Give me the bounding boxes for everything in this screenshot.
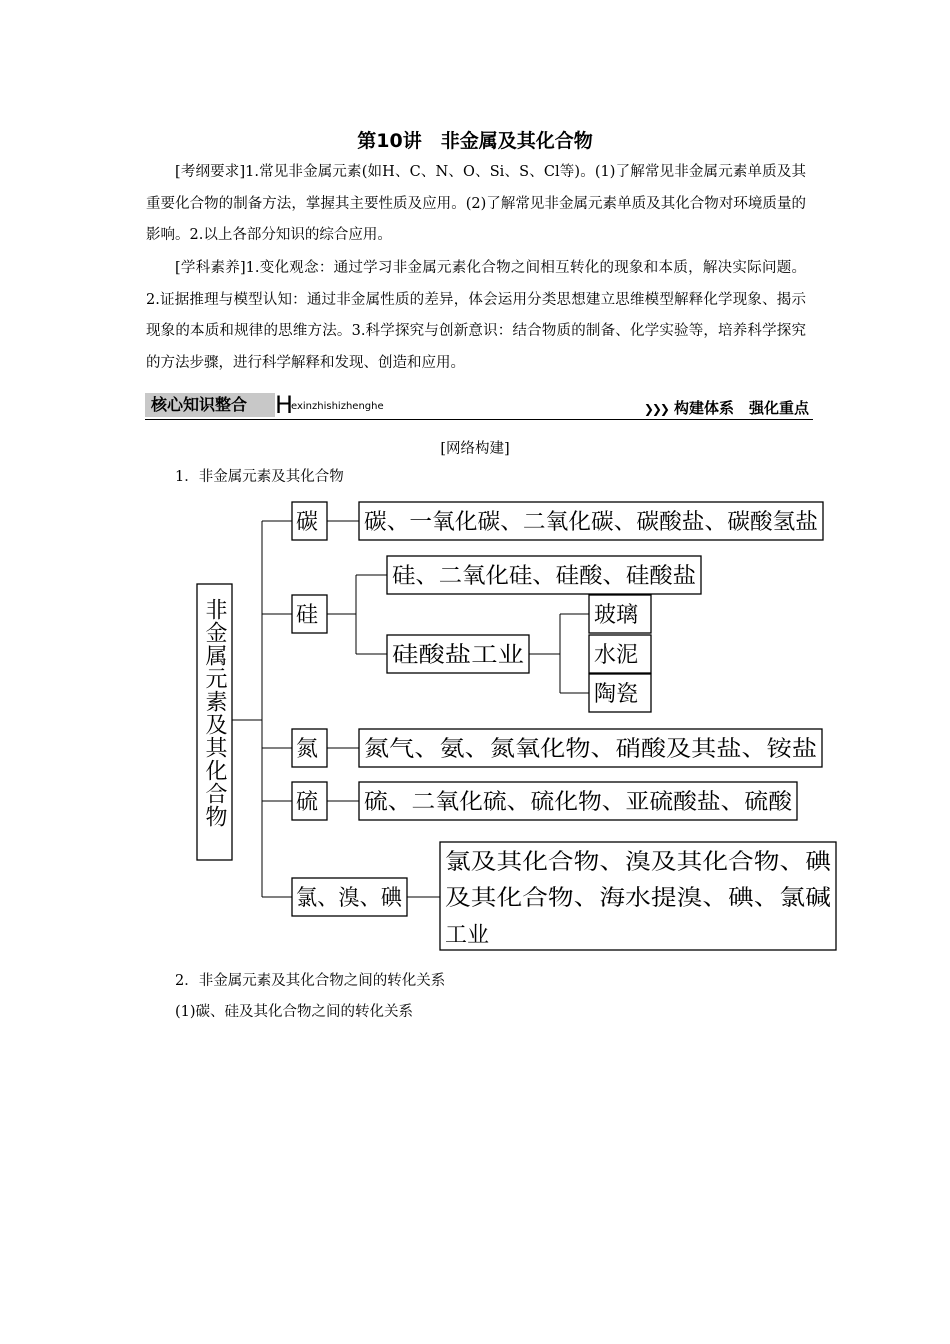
- halogen-label: 氯、溴、碘: [296, 886, 403, 911]
- halogen-items-line-3: 工业: [445, 923, 490, 948]
- silicon-label: 硅: [296, 603, 319, 628]
- heading-3: (1)碳、硅及其化合物之间的转化关系: [175, 1004, 414, 1020]
- network-label: [网络构建]: [440, 441, 510, 457]
- sulfur-items: 硫、二氧化硫、硫化物、亚硫酸盐、硫酸: [364, 790, 794, 815]
- requirements-paragraph: [考纲要求]1.常见非金属元素(如H、C、N、O、Si、S、Cl等)。(1)了解常见非金属元素单质及其重要化合物的制备方法，掌握其主要性质及应用。(2)了解常见非金属元素单质及其化合物对环境质量的影响。2.以上各部分知识的综合应用。: [146, 164, 806, 243]
- sulfur-label: 硫: [296, 790, 319, 815]
- ceramic-label: 陶瓷: [594, 682, 639, 707]
- nitrogen-label: 氮: [296, 737, 319, 762]
- carbon-items: 碳、一氧化碳、二氧化碳、碳酸盐、碳酸氢盐: [364, 510, 818, 535]
- banner-letter: H: [275, 391, 294, 419]
- nitrogen-items: 氮气、氨、氮氧化物、硝酸及其盐、铵盐: [364, 737, 817, 762]
- halogen-items-line-1: 氯及其化合物、溴及其化合物、碘: [445, 850, 833, 875]
- literacy-paragraph: [学科素养]1.变化观念：通过学习非金属元素化合物之间相互转化的现象和本质，解决实际问题。2.证据推理与模型认知：通过非金属性质的差异，体会运用分类思想建立思维模型解释化学现象、揭示现象的本质和规律的思维方法。3.科学探究与创新意识：结合物质的制备、化学实验等，培养科学探究的方法步骤，进行科学解释和发现、创造和应用。: [146, 260, 806, 371]
- page-title: 第10讲 非金属及其化合物: [357, 130, 593, 152]
- chevron-right-icon: ❯❯❯: [643, 402, 668, 416]
- banner-pinyin: exinzhishizhenghe: [291, 401, 384, 412]
- banner-tag: 核心知识整合: [145, 393, 275, 417]
- carbon-label: 碳: [296, 510, 319, 535]
- silicon-items: 硅、二氧化硅、硅酸、硅酸盐: [392, 564, 696, 589]
- heading-1: 1．非金属元素及其化合物: [175, 469, 344, 485]
- cement-label: 水泥: [594, 643, 639, 668]
- glass-label: 玻璃: [594, 603, 639, 628]
- banner-right-text: 构建体系 强化重点: [673, 399, 809, 417]
- heading-2: 2．非金属元素及其化合物之间的转化关系: [175, 973, 446, 989]
- silicate-industry-label: 硅酸盐工业: [392, 643, 524, 668]
- root-label: 非金属元素及其化合物: [202, 598, 227, 828]
- halogen-items-line-2: 及其化合物、海水提溴、碘、氯碱: [445, 886, 831, 911]
